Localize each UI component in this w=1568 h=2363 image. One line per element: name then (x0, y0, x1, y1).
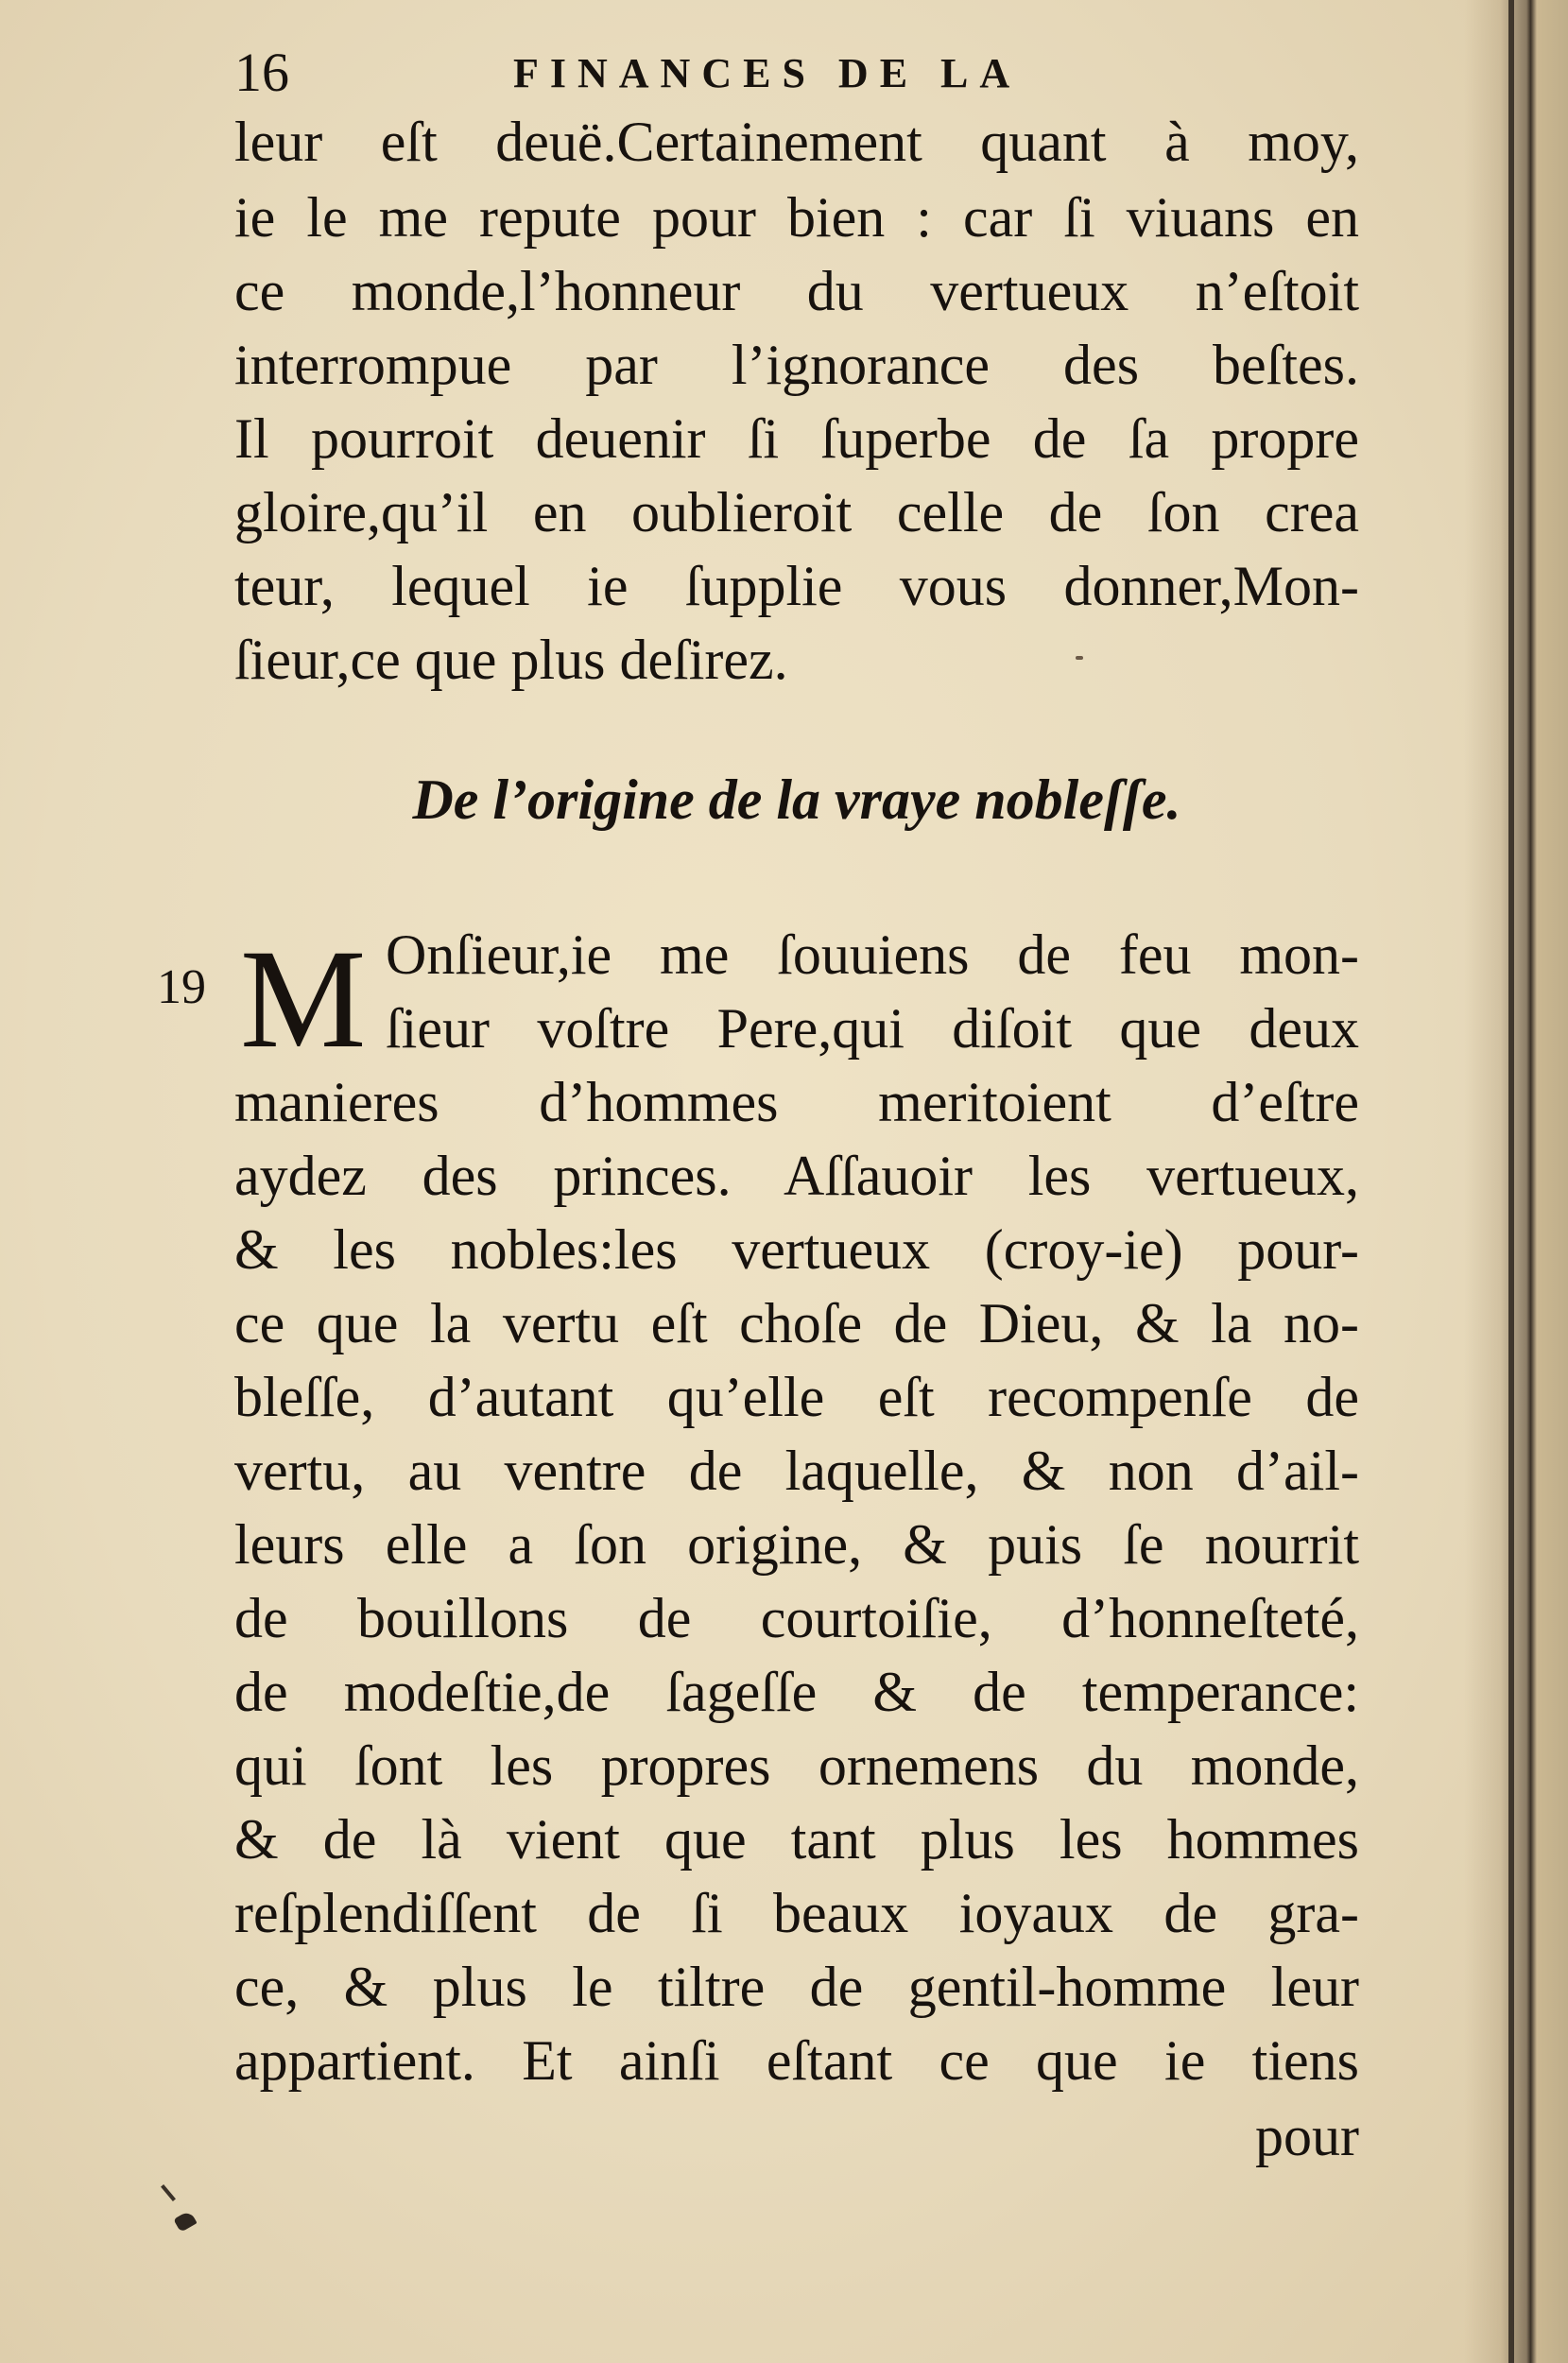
text-line: leurs elle a ſon origine, & puis ſe nourrit (234, 1513, 1359, 1576)
text-line: ſieur,ce que plus deſirez. (234, 629, 788, 691)
text-line: gloire,qu’il en oublieroit celle de ſon crea (234, 481, 1359, 543)
drop-cap: M (240, 921, 367, 1078)
text-line: ce que la vertu eſt choſe de Dieu, & la no- (234, 1292, 1359, 1354)
marginal-number: 19 (157, 960, 206, 1014)
text-line: & de là vient que tant plus les hommes (234, 1808, 1359, 1871)
text-line: aydez des princes. Aſſauoir les vertueux, (234, 1145, 1359, 1207)
text-line: de bouillons de courtoiſie, d’honneſteté, (234, 1587, 1359, 1649)
section-title: De l’origine de la vraye nobleſſe. (412, 768, 1181, 831)
text-line: de modeſtie,de ſageſſe & de temperance: (234, 1661, 1359, 1723)
page-gutter-edge (1508, 0, 1514, 2363)
text-line: leur eſt deuë.Certainement quant à moy, (234, 111, 1359, 173)
text-line: appartient. Et ainſi eſtant ce que ie tiens (234, 2029, 1359, 2092)
ink-mark (161, 2184, 176, 2201)
text-line: ie le me repute pour bien : car ſi viuans en (234, 186, 1359, 249)
ink-speck (1076, 656, 1083, 660)
text-line: ce, & plus le tiltre de gentil-homme leur (234, 1956, 1359, 2018)
text-line: teur, lequel ie ſupplie vous donner,Mon- (234, 555, 1359, 617)
ink-blot (173, 2210, 197, 2233)
text-line: ſieur voſtre Pere,qui diſoit que deux (386, 997, 1359, 1060)
text-line: interrompue par l’ignorance des beſtes. (234, 334, 1359, 396)
text-line: Onſieur,ie me ſouuiens de feu mon- (386, 923, 1359, 986)
text-line: bleſſe, d’autant qu’elle eſt recompenſe de (234, 1366, 1359, 1428)
text-line: ce monde,l’honneur du vertueux n’eſtoit (234, 260, 1359, 322)
page-gutter-shadow (1464, 0, 1568, 2363)
text-line: vertu, au ventre de laquelle, & non d’ail- (234, 1440, 1359, 1502)
text-line: & les nobles:les vertueux (croy-ie) pour- (234, 1218, 1359, 1281)
catchword: pour (1255, 2105, 1359, 2167)
page-header (234, 40, 1085, 106)
page-number: 16 (234, 42, 289, 103)
text-line: reſplendiſſent de ſi beaux ioyaux de gra- (234, 1882, 1359, 1944)
text-line: Il pourroit deuenir ſi ſuperbe de ſa propre (234, 407, 1359, 470)
text-line: manieres d’hommes meritoient d’eſtre (234, 1071, 1359, 1133)
running-head: FINANCES DE LA (513, 50, 1022, 96)
text-line: qui ſont les propres ornemens du monde, (234, 1734, 1359, 1797)
